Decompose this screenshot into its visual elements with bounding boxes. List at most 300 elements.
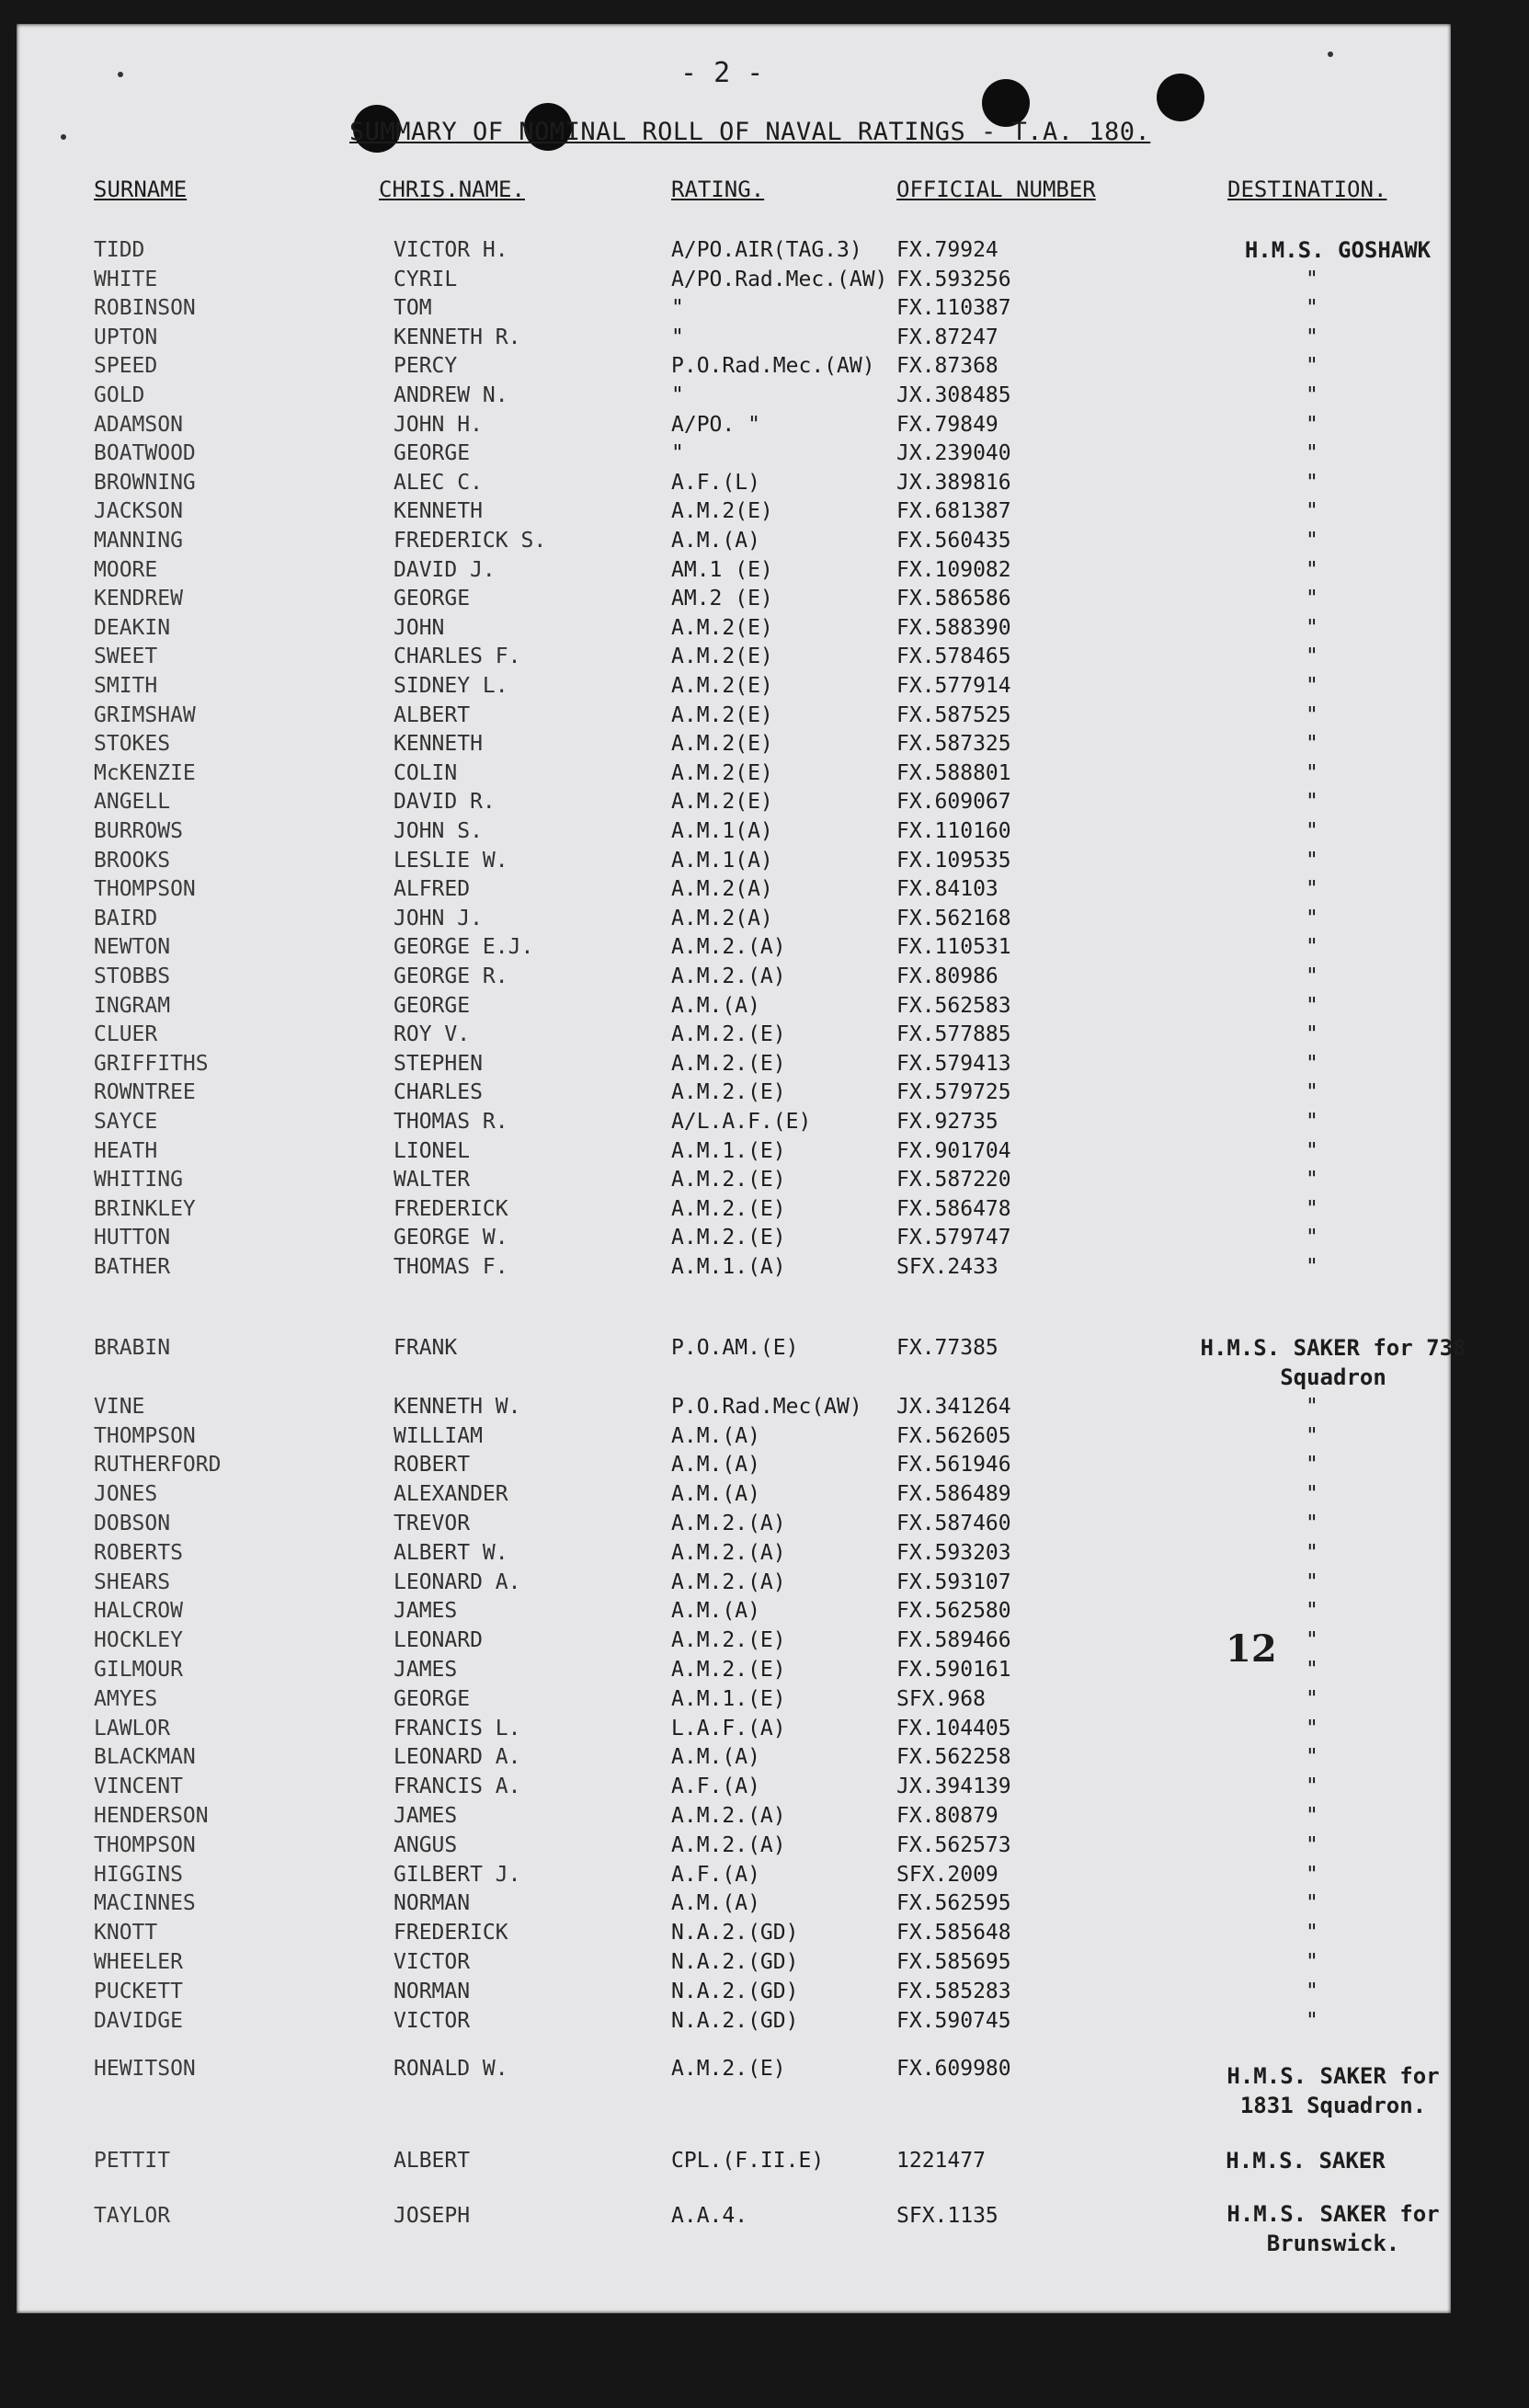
cell-chris: FREDERICK S. xyxy=(394,529,547,553)
cell-dest: " xyxy=(1306,587,1318,611)
cell-rating: A.M.1.(E) xyxy=(671,1138,786,1163)
table-row xyxy=(0,555,1471,585)
cell-rating: A.M.2.(E) xyxy=(671,1658,786,1682)
cell-rating: A.M.(A) xyxy=(671,1423,760,1448)
cell-chris: JOHN J. xyxy=(394,906,483,930)
cell-surname: SAYCE xyxy=(94,1110,158,1134)
cell-dest: " xyxy=(1306,790,1318,815)
cell-surname: ANGELL xyxy=(94,790,171,815)
cell-surname: DOBSON xyxy=(94,1512,171,1535)
table-row xyxy=(0,1918,1471,1947)
cell-number: FX.84103 xyxy=(896,877,998,902)
cell-chris: JAMES xyxy=(394,1599,458,1624)
cell-dest: " xyxy=(1306,267,1318,291)
cell-rating: A.F.(L) xyxy=(671,470,760,495)
cell-number: FX.590745 xyxy=(896,2008,1011,2033)
table-row xyxy=(0,2006,1471,2036)
cell-surname: PUCKETT xyxy=(94,1979,183,2003)
cell-rating: A.M.2.(A) xyxy=(671,1569,786,1594)
cell-rating: A.M.2.(E) xyxy=(671,1226,786,1250)
cell-number: FX.578465 xyxy=(896,645,1011,669)
cell-surname: LAWLOR xyxy=(94,1716,171,1740)
header-official-number: OFFICIAL NUMBER xyxy=(896,177,1096,202)
cell-dest: " xyxy=(1306,1979,1318,2003)
cell-number: FX.109535 xyxy=(896,848,1011,873)
cell-surname: WHITE xyxy=(94,267,158,291)
cell-rating: A.M.2.(E) xyxy=(671,1196,786,1221)
cell-chris: VICTOR xyxy=(394,2008,471,2033)
margin-note: 12 xyxy=(1226,1627,1277,1671)
cell-chris: THOMAS R. xyxy=(394,1110,508,1134)
cell-dest: " xyxy=(1306,325,1318,349)
cell-chris: GEORGE R. xyxy=(394,964,508,988)
table-row xyxy=(0,1194,1471,1224)
cell-number: FX.585695 xyxy=(896,1950,1011,1974)
cell-chris: ALFRED xyxy=(394,877,471,902)
cell-chris: COLIN xyxy=(394,760,458,785)
cell-number: FX.585648 xyxy=(896,1921,1011,1946)
table-row xyxy=(0,874,1471,904)
speck xyxy=(1328,51,1333,57)
header-destination: DESTINATION. xyxy=(1227,177,1387,202)
cell-surname: THOMPSON xyxy=(94,1832,196,1857)
cell-surname: SWEET xyxy=(94,645,158,669)
cell-chris: LEONARD A. xyxy=(394,1569,521,1594)
cell-rating: N.A.2.(GD) xyxy=(671,1950,799,1974)
table-row xyxy=(0,265,1471,294)
cell-number: SFX.968 xyxy=(896,1686,986,1711)
cell-surname: BURROWS xyxy=(94,819,183,843)
cell-rating: A.M.2.(E) xyxy=(671,1080,786,1105)
cell-number: FX.560435 xyxy=(896,529,1011,553)
cell-rating: CPL.(F.II.E) xyxy=(671,2149,825,2173)
cell-number: FX.104405 xyxy=(896,1716,1011,1740)
page-number: - 2 - xyxy=(680,57,764,89)
cell-chris: ANDREW N. xyxy=(394,383,508,407)
table-row xyxy=(0,962,1471,991)
cell-number: FX.110160 xyxy=(896,819,1011,843)
cell-surname: RUTHERFORD xyxy=(94,1453,222,1478)
cell-chris: DAVID J. xyxy=(394,557,496,582)
group-destination: H.M.S. SAKER xyxy=(1226,2148,1386,2174)
cell-chris: KENNETH W. xyxy=(394,1394,521,1419)
cell-dest: " xyxy=(1306,1080,1318,1105)
table-row xyxy=(0,816,1471,846)
cell-chris: DAVID R. xyxy=(394,790,496,815)
cell-surname: INGRAM xyxy=(94,993,171,1018)
table-row xyxy=(0,1568,1471,1597)
group-destination: H.M.S. GOSHAWK xyxy=(1244,237,1432,263)
table-row xyxy=(0,1596,1471,1626)
table-row xyxy=(0,2146,1471,2175)
table-row xyxy=(0,1742,1471,1772)
cell-dest: " xyxy=(1306,1891,1318,1916)
cell-surname: SMITH xyxy=(94,674,158,698)
cell-dest: " xyxy=(1306,1512,1318,1535)
cell-surname: UPTON xyxy=(94,325,158,349)
cell-dest: " xyxy=(1306,645,1318,669)
cell-chris: JOHN xyxy=(394,615,445,640)
cell-dest: " xyxy=(1306,1138,1318,1163)
cell-rating: " xyxy=(671,325,684,349)
cell-surname: STOKES xyxy=(94,732,171,757)
cell-chris: FRANCIS A. xyxy=(394,1775,521,1799)
cell-rating: " xyxy=(671,296,684,321)
cell-number: FX.77385 xyxy=(896,1336,998,1360)
table-row xyxy=(0,671,1471,701)
cell-chris: GEORGE xyxy=(394,441,471,466)
cell-rating: A.M.2(E) xyxy=(671,790,773,815)
cell-surname: ADAMSON xyxy=(94,412,183,437)
cell-number: FX.593256 xyxy=(896,267,1011,291)
cell-surname: HENDERSON xyxy=(94,1804,209,1828)
table-row xyxy=(0,1889,1471,1918)
cell-chris: FREDERICK xyxy=(394,1921,508,1946)
cell-chris: ALBERT W. xyxy=(394,1540,508,1565)
cell-number: FX.109082 xyxy=(896,557,1011,582)
cell-number: JX.341264 xyxy=(896,1394,1011,1419)
cell-rating: A.M.(A) xyxy=(671,1745,760,1770)
cell-chris: WILLIAM xyxy=(394,1423,483,1448)
cell-surname: DAVIDGE xyxy=(94,2008,183,2033)
cell-surname: TIDD xyxy=(94,238,145,262)
cell-rating: AM.1 (E) xyxy=(671,557,773,582)
cell-number: FX.579725 xyxy=(896,1080,1011,1105)
cell-surname: ROBERTS xyxy=(94,1540,183,1565)
cell-number: FX.80986 xyxy=(896,964,998,988)
cell-rating: A/L.A.F.(E) xyxy=(671,1110,812,1134)
cell-chris: WALTER xyxy=(394,1168,471,1193)
cell-surname: SPEED xyxy=(94,354,158,379)
cell-number: FX.579413 xyxy=(896,1051,1011,1076)
header-rating: RATING. xyxy=(671,177,765,202)
document-title: SUMMARY OF NOMINAL ROLL OF NAVAL RATINGS - T.A. 180. xyxy=(349,118,1151,146)
cell-rating: A.M.(A) xyxy=(671,1599,760,1624)
table-row xyxy=(0,642,1471,671)
cell-surname: BATHER xyxy=(94,1255,171,1279)
cell-dest: " xyxy=(1306,1658,1318,1682)
group-destination: H.M.S. SAKER for Brunswick. xyxy=(1227,2201,1440,2256)
cell-dest: " xyxy=(1306,1804,1318,1828)
cell-number: FX.110531 xyxy=(896,935,1011,960)
cell-rating: A.M.2.(A) xyxy=(671,1512,786,1535)
cell-chris: FRANK xyxy=(394,1336,458,1360)
cell-surname: HALCROW xyxy=(94,1599,183,1624)
header-christian-name: CHRIS.NAME. xyxy=(379,177,525,202)
cell-chris: JAMES xyxy=(394,1804,458,1828)
cell-chris: SIDNEY L. xyxy=(394,674,508,698)
cell-number: SFX.2433 xyxy=(896,1255,998,1279)
cell-surname: THOMPSON xyxy=(94,1423,196,1448)
cell-surname: GOLD xyxy=(94,383,145,407)
cell-surname: HEATH xyxy=(94,1138,158,1163)
table-row xyxy=(0,1392,1471,1421)
cell-rating: A.M.2.(E) xyxy=(671,1168,786,1193)
cell-chris: ALBERT xyxy=(394,2149,471,2173)
header-surname: SURNAME xyxy=(94,177,188,202)
cell-chris: GEORGE xyxy=(394,587,471,611)
table-row xyxy=(0,613,1471,643)
cell-number: JX.308485 xyxy=(896,383,1011,407)
cell-surname: HOCKLEY xyxy=(94,1628,183,1653)
cell-dest: " xyxy=(1306,760,1318,785)
cell-chris: TOM xyxy=(394,296,432,321)
cell-dest: " xyxy=(1306,1482,1318,1507)
cell-chris: JOHN S. xyxy=(394,819,483,843)
table-row xyxy=(0,468,1471,497)
cell-number: FX.562580 xyxy=(896,1599,1011,1624)
cell-surname: SHEARS xyxy=(94,1569,171,1594)
cell-dest: " xyxy=(1306,1022,1318,1047)
cell-rating: A.M.(A) xyxy=(671,1453,760,1478)
cell-chris: FRANCIS L. xyxy=(394,1716,521,1740)
cell-surname: BRABIN xyxy=(94,1336,171,1360)
cell-chris: JAMES xyxy=(394,1658,458,1682)
cell-surname: BROOKS xyxy=(94,848,171,873)
cell-surname: DEAKIN xyxy=(94,615,171,640)
cell-rating: A.M.2(E) xyxy=(671,732,773,757)
punch-hole xyxy=(1157,74,1204,121)
cell-number: FX.579747 xyxy=(896,1226,1011,1250)
cell-chris: JOHN H. xyxy=(394,412,483,437)
cell-rating: A.M.2.(A) xyxy=(671,1804,786,1828)
table-row xyxy=(0,584,1471,613)
cell-rating: A.M.1(A) xyxy=(671,819,773,843)
cell-chris: CHARLES xyxy=(394,1080,483,1105)
cell-chris: TREVOR xyxy=(394,1512,471,1535)
cell-rating: A.M.2(E) xyxy=(671,702,773,727)
cell-chris: KENNETH xyxy=(394,732,483,757)
cell-rating: P.O.AM.(E) xyxy=(671,1336,799,1360)
cell-surname: AMYES xyxy=(94,1686,158,1711)
table-row xyxy=(0,1947,1471,1977)
cell-surname: BAIRD xyxy=(94,906,158,930)
cell-rating: A.M.2.(E) xyxy=(671,1022,786,1047)
cell-rating: " xyxy=(671,383,684,407)
cell-number: FX.901704 xyxy=(896,1138,1011,1163)
cell-chris: LESLIE W. xyxy=(394,848,508,873)
cell-dest: " xyxy=(1306,1950,1318,1974)
cell-surname: McKENZIE xyxy=(94,760,196,785)
cell-chris: ALBERT xyxy=(394,702,471,727)
table-row xyxy=(0,1078,1471,1107)
cell-rating: A/PO.AIR(TAG.3) xyxy=(671,238,862,262)
cell-rating: A.M.(A) xyxy=(671,529,760,553)
cell-rating: A.M.1.(A) xyxy=(671,1255,786,1279)
table-row xyxy=(0,526,1471,555)
cell-number: FX.562168 xyxy=(896,906,1011,930)
table-row xyxy=(0,904,1471,933)
cell-rating: AM.2 (E) xyxy=(671,587,773,611)
cell-dest: " xyxy=(1306,529,1318,553)
cell-dest: " xyxy=(1306,906,1318,930)
cell-chris: VICTOR H. xyxy=(394,238,508,262)
cell-surname: KNOTT xyxy=(94,1921,158,1946)
cell-surname: TAYLOR xyxy=(94,2204,171,2228)
cell-chris: LIONEL xyxy=(394,1138,471,1163)
cell-rating: A.M.2(E) xyxy=(671,499,773,524)
cell-number: FX.562258 xyxy=(896,1745,1011,1770)
cell-dest: " xyxy=(1306,1540,1318,1565)
cell-surname: THOMPSON xyxy=(94,877,196,902)
cell-surname: GILMOUR xyxy=(94,1658,183,1682)
cell-dest: " xyxy=(1306,2008,1318,2033)
speck xyxy=(61,134,66,140)
cell-number: FX.562583 xyxy=(896,993,1011,1018)
cell-surname: VINCENT xyxy=(94,1775,183,1799)
cell-number: FX.593203 xyxy=(896,1540,1011,1565)
table-row xyxy=(0,1252,1471,1282)
cell-number: JX.394139 xyxy=(896,1775,1011,1799)
cell-dest: " xyxy=(1306,993,1318,1018)
cell-surname: HEWITSON xyxy=(94,2057,196,2081)
cell-dest: " xyxy=(1306,819,1318,843)
cell-surname: ROBINSON xyxy=(94,296,196,321)
cell-number: FX.587525 xyxy=(896,702,1011,727)
cell-number: FX.586478 xyxy=(896,1196,1011,1221)
cell-rating: A.F.(A) xyxy=(671,1862,760,1887)
group-destination: H.M.S. SAKER for 1831 Squadron. xyxy=(1227,2063,1440,2118)
cell-surname: BROWNING xyxy=(94,470,196,495)
cell-surname: KENDREW xyxy=(94,587,183,611)
cell-rating: N.A.2.(GD) xyxy=(671,1979,799,2003)
cell-rating: A.M.2(A) xyxy=(671,906,773,930)
table-row xyxy=(0,235,1471,265)
cell-chris: ANGUS xyxy=(394,1832,458,1857)
cell-chris: ALEC C. xyxy=(394,470,483,495)
cell-rating: A.M.2.(A) xyxy=(671,1540,786,1565)
cell-rating: A.A.4. xyxy=(671,2204,748,2228)
cell-number: FX.562573 xyxy=(896,1832,1011,1857)
cell-surname: WHEELER xyxy=(94,1950,183,1974)
cell-chris: PERCY xyxy=(394,354,458,379)
table-row xyxy=(0,1020,1471,1049)
table-row xyxy=(0,991,1471,1021)
cell-dest: " xyxy=(1306,1168,1318,1193)
cell-number: SFX.2009 xyxy=(896,1862,998,1887)
cell-rating: N.A.2.(GD) xyxy=(671,2008,799,2033)
table-row xyxy=(0,1509,1471,1538)
cell-number: FX.110387 xyxy=(896,296,1011,321)
cell-number: FX.587220 xyxy=(896,1168,1011,1193)
cell-dest: " xyxy=(1306,499,1318,524)
cell-rating: L.A.F.(A) xyxy=(671,1716,786,1740)
cell-dest: " xyxy=(1306,877,1318,902)
cell-number: FX.79849 xyxy=(896,412,998,437)
cell-dest: " xyxy=(1306,1423,1318,1448)
cell-chris: VICTOR xyxy=(394,1950,471,1974)
cell-rating: A.M.(A) xyxy=(671,993,760,1018)
cell-surname: MANNING xyxy=(94,529,183,553)
cell-number: FX.80879 xyxy=(896,1804,998,1828)
cell-surname: MOORE xyxy=(94,557,158,582)
table-row xyxy=(0,1479,1471,1509)
cell-rating: A.M.(A) xyxy=(671,1891,760,1916)
cell-rating: P.O.Rad.Mec.(AW) xyxy=(671,354,875,379)
cell-dest: " xyxy=(1306,1051,1318,1076)
cell-chris: JOSEPH xyxy=(394,2204,471,2228)
cell-chris: GEORGE xyxy=(394,1686,471,1711)
table-row xyxy=(0,1772,1471,1801)
cell-surname: JACKSON xyxy=(94,499,183,524)
cell-dest: " xyxy=(1306,1921,1318,1946)
cell-rating: N.A.2.(GD) xyxy=(671,1921,799,1946)
table-row xyxy=(0,1801,1471,1831)
cell-rating: A.M.2.(E) xyxy=(671,2057,786,2081)
cell-dest: " xyxy=(1306,470,1318,495)
table-row xyxy=(0,439,1471,468)
cell-number: FX.92735 xyxy=(896,1110,998,1134)
cell-chris: GEORGE W. xyxy=(394,1226,508,1250)
cell-chris: GILBERT J. xyxy=(394,1862,521,1887)
cell-surname: ROWNTREE xyxy=(94,1080,196,1105)
cell-dest: " xyxy=(1306,1832,1318,1857)
table-row xyxy=(0,381,1471,410)
cell-number: FX.587325 xyxy=(896,732,1011,757)
cell-dest: " xyxy=(1306,674,1318,698)
cell-chris: NORMAN xyxy=(394,1979,471,2003)
table-row xyxy=(0,1714,1471,1743)
cell-chris: ALEXANDER xyxy=(394,1482,508,1507)
cell-dest: " xyxy=(1306,1686,1318,1711)
cell-rating: A.M.2(E) xyxy=(671,674,773,698)
cell-dest: " xyxy=(1306,1628,1318,1653)
table-row xyxy=(0,1684,1471,1714)
cell-dest: " xyxy=(1306,1196,1318,1221)
cell-surname: HUTTON xyxy=(94,1226,171,1250)
cell-surname: STOBBS xyxy=(94,964,171,988)
cell-dest: " xyxy=(1306,732,1318,757)
table-row xyxy=(0,2054,1471,2083)
cell-dest: " xyxy=(1306,1569,1318,1594)
cell-number: FX.593107 xyxy=(896,1569,1011,1594)
cell-dest: " xyxy=(1306,441,1318,466)
cell-surname: VINE xyxy=(94,1394,145,1419)
table-row xyxy=(0,1831,1471,1860)
table-row xyxy=(0,351,1471,381)
table-row xyxy=(0,787,1471,816)
cell-number: FX.585283 xyxy=(896,1979,1011,2003)
cell-dest: " xyxy=(1306,412,1318,437)
cell-rating: A/PO.Rad.Mec.(AW) xyxy=(671,267,888,291)
table-row xyxy=(0,1450,1471,1479)
cell-number: FX.588390 xyxy=(896,615,1011,640)
table-row xyxy=(0,1421,1471,1451)
cell-rating: A.M.2.(E) xyxy=(671,1628,786,1653)
table-row xyxy=(0,1107,1471,1136)
cell-number: FX.589466 xyxy=(896,1628,1011,1653)
cell-number: FX.87368 xyxy=(896,354,998,379)
cell-number: FX.562605 xyxy=(896,1423,1011,1448)
cell-dest: " xyxy=(1306,848,1318,873)
cell-number: FX.561946 xyxy=(896,1453,1011,1478)
cell-number: 1221477 xyxy=(896,2149,986,2173)
cell-number: FX.586489 xyxy=(896,1482,1011,1507)
cell-rating: P.O.Rad.Mec(AW) xyxy=(671,1394,862,1419)
cell-rating: A.M.1(A) xyxy=(671,848,773,873)
cell-rating: A.M.2.(E) xyxy=(671,1051,786,1076)
table-row xyxy=(0,846,1471,875)
cell-chris: KENNETH xyxy=(394,499,483,524)
cell-surname: JONES xyxy=(94,1482,158,1507)
cell-chris: KENNETH R. xyxy=(394,325,521,349)
table-row xyxy=(0,1136,1471,1166)
cell-chris: LEONARD A. xyxy=(394,1745,521,1770)
cell-dest: " xyxy=(1306,1775,1318,1799)
cell-surname: PETTIT xyxy=(94,2149,171,2173)
cell-dest: " xyxy=(1306,296,1318,321)
cell-chris: NORMAN xyxy=(394,1891,471,1916)
